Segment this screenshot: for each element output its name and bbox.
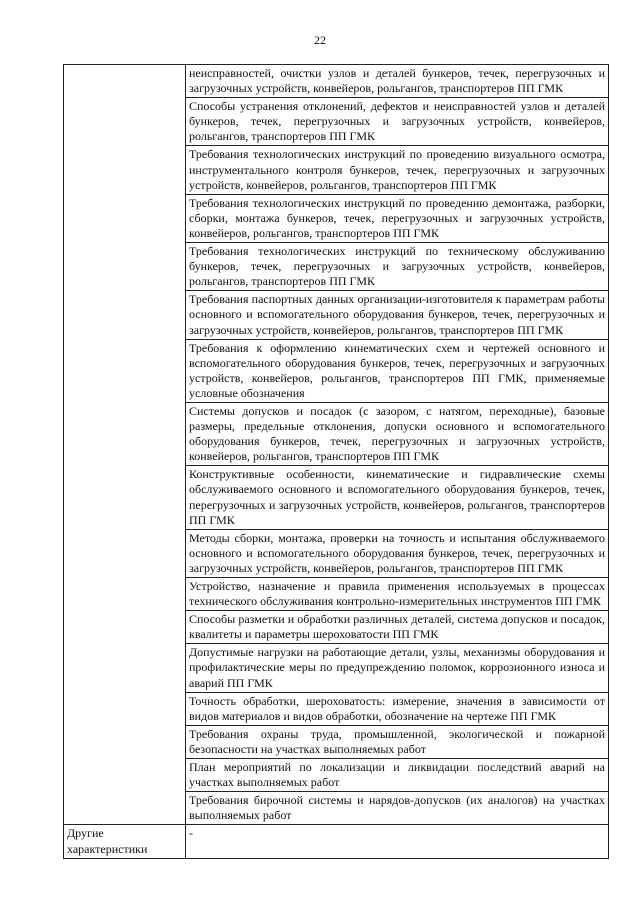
requirement-text: Требования технологических инструкций по проведению визуального осмотра, инструментального контроля бункеров, течек, перегрузочных и загрузочных устройств, конвейеров, рольгангов, транспортеров ПП ГМК — [186, 146, 609, 194]
label-cell-empty — [64, 65, 186, 825]
requirement-text: Методы сборки, монтажа, проверки на точность и испытания обслуживаемого основного и вспомогательного оборудования бункеров, течек, перегрузочных и загрузочных устройств, конвейеров, рольгангов, транспортеров ПП ГМК — [186, 529, 609, 577]
requirement-text: Допустимые нагрузки на работающие детали, узлы, механизмы оборудования и профилактические меры по предупреждению поломок, коррозионного износа и аварий ПП ГМК — [186, 644, 609, 692]
requirement-text: Способы разметки и обработки различных деталей, система допусков и посадок, квалитеты и параметры шероховатости ПП ГМК — [186, 611, 609, 644]
requirement-text: Конструктивные особенности, кинематические и гидравлические схемы обслуживаемого основного и вспомогательного оборудования бункеров, течек, перегрузочных и загрузочных устройств, конвейеров, рольгангов, транспортеров ПП ГМК — [186, 466, 609, 529]
requirement-text: План мероприятий по локализации и ликвидации последствий аварий на участках выполняемых работ — [186, 759, 609, 792]
requirement-text: Требования технологических инструкций по проведению демонтажа, разборки, сборки, монтажа бункеров, течек, перегрузочных и загрузочных устройств, конвейеров, рольгангов, транспортеров ПП ГМК — [186, 194, 609, 242]
other-characteristics-value: - — [186, 825, 609, 858]
requirements-table — [63, 64, 609, 859]
requirements-table-body — [64, 65, 609, 859]
requirement-text: Способы устранения отклонений, дефектов и неисправностей узлов и деталей бункеров, течек, перегрузочных и загрузочных устройств, конвейеров, рольгангов, транспортеров ПП ГМК — [186, 98, 609, 146]
requirement-text: Требования к оформлению кинематических схем и чертежей основного и вспомогательного оборудования бункеров, течек, перегрузочных и загрузочных устройств, конвейеров, рольгангов, транспортеров ПП ГМК, применяемые условные обозначения — [186, 339, 609, 402]
table-row-other — [64, 825, 609, 858]
requirement-text: Требования технологических инструкций по техническому обслуживанию бункеров, течек, перегрузочных и загрузочных устройств, конвейеров, рольгангов, транспортеров ПП ГМК — [186, 243, 609, 291]
table-row — [64, 65, 609, 98]
page-number: 22 — [314, 33, 326, 47]
requirement-text: Точность обработки, шероховатость: измерение, значения в зависимости от видов материалов и видов обработки, обозначение на чертеже ПП ГМК — [186, 692, 609, 725]
requirement-text: Требования бирочной системы и нарядов-допусков (их аналогов) на участках выполняемых работ — [186, 792, 609, 825]
other-characteristics-label: Другие характеристики — [64, 825, 186, 858]
requirement-text: Устройство, назначение и правила применения используемых в процессах технического обслуживания контрольно-измерительных инструментов ПП ГМК — [186, 578, 609, 611]
requirement-text: Требования паспортных данных организации-изготовителя к параметрам работы основного и вспомогательного оборудования бункеров, течек, перегрузочных и загрузочных устройств, конвейеров, рольгангов, транспортеров ПП ГМК — [186, 291, 609, 339]
requirement-text: неисправностей, очистки узлов и деталей бункеров, течек, перегрузочных и загрузочных устройств, конвейеров, рольгангов, транспортеров ПП ГМК — [186, 65, 609, 98]
requirement-text: Системы допусков и посадок (с зазором, с натягом, переходные), базовые размеры, предельные отклонения, допуски основного и вспомогательного оборудования бункеров, течек, перегрузочных и загрузочных устройств, конвейеров, рольгангов, транспортеров ПП ГМК — [186, 402, 609, 465]
requirement-text: Требования охраны труда, промышленной, экологической и пожарной безопасности на участках выполняемых работ — [186, 725, 609, 758]
